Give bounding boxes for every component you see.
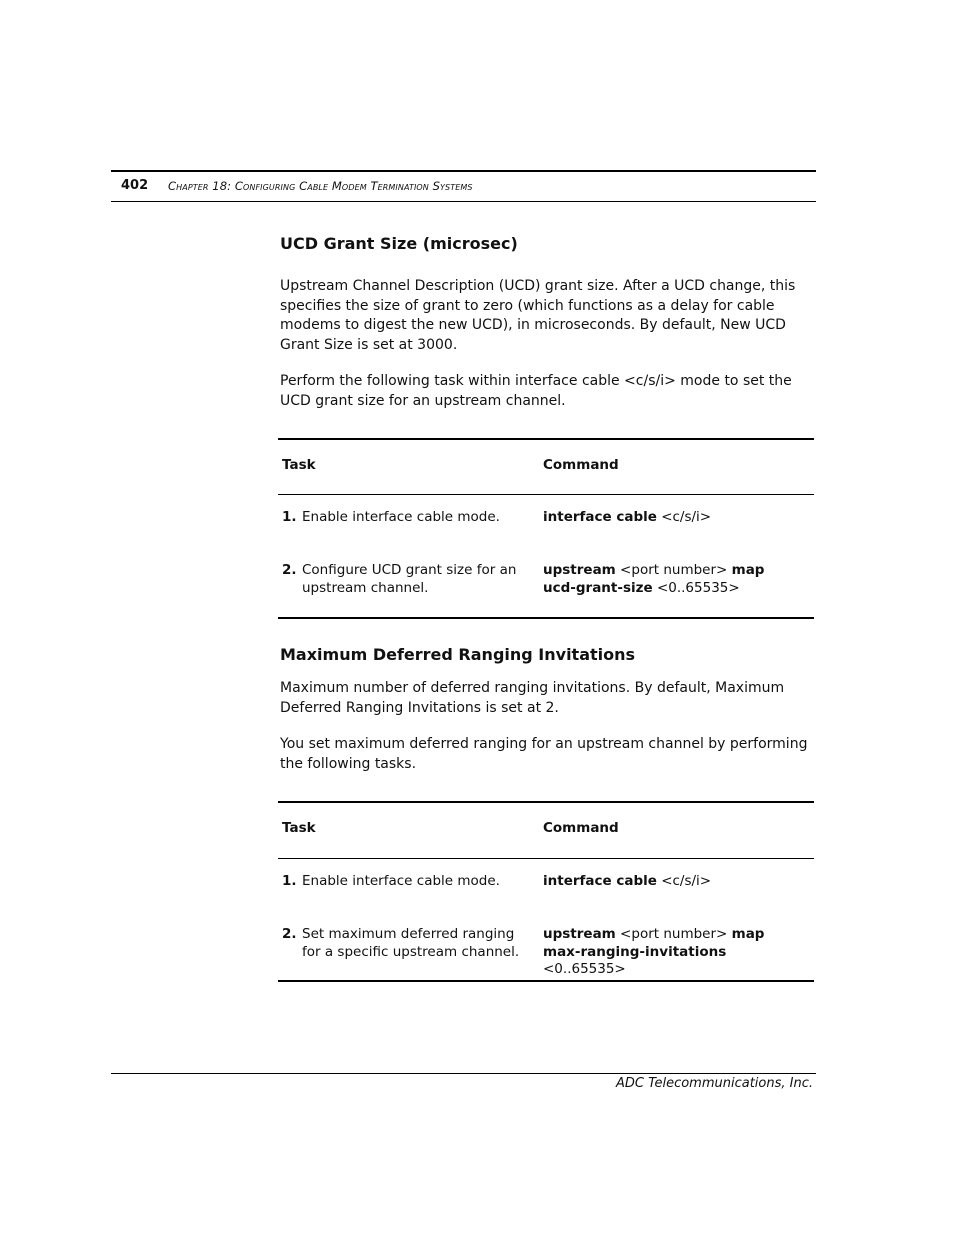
footer-company: ADC Telecommunications, Inc.: [616, 1076, 813, 1091]
table-header-command: Command: [543, 820, 619, 836]
table-rule-top: [278, 801, 814, 803]
footer-rule: [111, 1073, 816, 1074]
command-argument: <c/s/i>: [656, 873, 712, 889]
command-keyword: max-ranging-invitations: [543, 943, 727, 960]
section1-paragraph-2: Perform the following task within interface cable <c/s/i> mode to set the UCD grant size for an upstream channel.: [280, 373, 792, 409]
table-rule-bottom: [278, 617, 814, 619]
header-rule-top: [111, 170, 816, 172]
command-keyword: interface cable: [543, 873, 657, 889]
command-text: [543, 562, 813, 597]
command-keyword: map: [731, 562, 765, 578]
command-keyword: upstream: [543, 926, 616, 942]
task-description: Enable interface cable mode.: [302, 873, 500, 889]
table-header-command: Command: [543, 457, 619, 473]
command-text: [543, 509, 813, 527]
step-number: 1.: [282, 509, 297, 525]
command-keyword: upstream: [543, 562, 616, 578]
table-rule-header: [278, 858, 814, 859]
header-rule-bottom: [111, 201, 816, 202]
command-argument: <port number>: [615, 562, 732, 578]
page-number: 402: [121, 178, 149, 193]
section1-paragraph-1: Upstream Channel Description (UCD) grant size. After a UCD change, this specifies the size of grant to zero (which functions as a delay for cable modems to digest the new UCD), in microseconds. By default, New UCD Grant Size is set at 3000.: [280, 278, 796, 353]
section-heading-max-deferred-ranging: Maximum Deferred Ranging Invitations: [280, 645, 636, 664]
table-header-task: Task: [282, 457, 316, 473]
table-rule-top: [278, 438, 814, 440]
table-rule-header: [278, 494, 814, 495]
command-argument: <0..65535>: [543, 961, 626, 977]
table-header-task: Task: [282, 820, 316, 836]
section2-paragraph-1: Maximum number of deferred ranging invitations. By default, Maximum Deferred Ranging Invitations is set at 2.: [280, 680, 785, 716]
step-number: 2.: [282, 562, 297, 578]
command-keyword: ucd-grant-size: [543, 579, 653, 596]
section2-paragraph-2: You set maximum deferred ranging for an upstream channel by performing the following tasks.: [280, 736, 808, 772]
section-heading-ucd-grant-size: UCD Grant Size (microsec): [280, 234, 518, 253]
task-description: Set maximum deferred ranging for a specific upstream channel.: [302, 926, 520, 960]
chapter-title: Chapter 18: Configuring Cable Modem Termination Systems: [168, 179, 473, 193]
command-keyword: interface cable: [543, 509, 657, 525]
command-text: [543, 873, 813, 891]
command-argument: <0..65535>: [652, 579, 740, 596]
command-argument: <port number>: [615, 926, 732, 942]
command-argument: <c/s/i>: [656, 509, 712, 525]
step-number: 2.: [282, 926, 297, 942]
step-number: 1.: [282, 873, 297, 889]
command-text: [543, 926, 813, 979]
command-keyword: map: [731, 926, 765, 942]
task-description: Enable interface cable mode.: [302, 509, 500, 525]
table-rule-bottom: [278, 980, 814, 982]
task-description: Configure UCD grant size for an upstream channel.: [302, 562, 517, 596]
